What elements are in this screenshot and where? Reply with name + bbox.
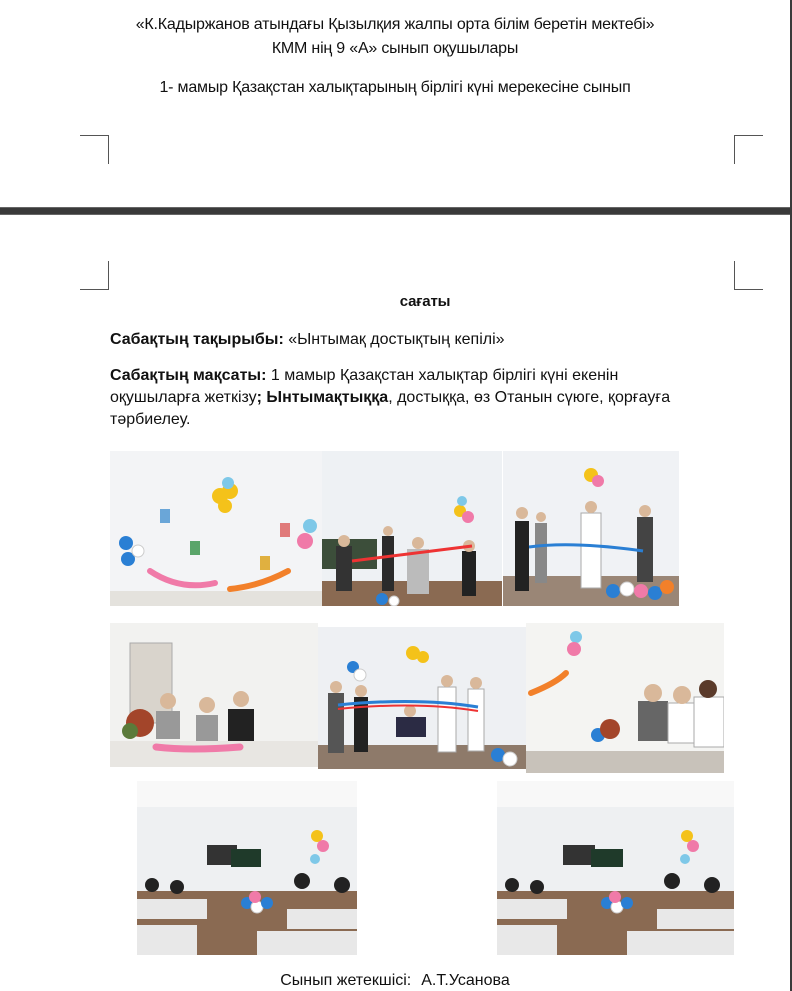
document-page-2 <box>0 214 790 991</box>
photo-ribbon-game <box>318 627 526 769</box>
header-class: КММ нің 9 «А» сынып оқушылары <box>271 40 519 57</box>
goal-value-bold: ; Ынтымақтыққа <box>256 389 389 406</box>
margin-corner-right <box>734 135 763 164</box>
signature-label: Сынып жетекшісі: <box>280 972 412 989</box>
title-continuation: сағаты <box>399 293 451 310</box>
photo-students-ribbon-2 <box>503 451 679 606</box>
photo-students-ribbon-1 <box>322 451 502 606</box>
topic-value: «Ынтымақ достықтың кепілі» <box>283 331 505 348</box>
photo-students-desk <box>110 623 318 767</box>
document-page-1 <box>0 0 790 208</box>
photo-classroom-2 <box>497 781 734 955</box>
signature-line <box>0 972 790 990</box>
photo-decorated-wall <box>110 451 322 606</box>
goal-label: Сабақтың мақсаты: <box>110 367 267 384</box>
goal-value-1: 1 мамыр Қазақстан халықтар бірлігі күні екенін оқушыларға жеткізу <box>110 367 619 406</box>
margin-corner-left <box>80 261 109 290</box>
margin-corner-right <box>734 261 763 290</box>
header-school-name: «К.Кадыржанов атындағы Қызылқия жалпы орта білім беретін мектебі» <box>135 16 655 33</box>
photo-classroom-1 <box>137 781 357 955</box>
goal-value-2: , достыққа, өз Отанын сүюге, қорғауға тәрбиелеу. <box>110 389 671 428</box>
lesson-topic <box>110 329 700 351</box>
topic-label: Сабақтың тақырыбы: <box>110 331 284 348</box>
photo-boys-table <box>526 623 724 773</box>
margin-corner-left <box>80 135 109 164</box>
header-event-title: 1- мамыр Қазақстан халықтарының бірлігі күні мерекесіне сынып <box>159 79 631 96</box>
signature-name: А.Т.Усанова <box>421 972 510 989</box>
lesson-goal <box>110 365 700 431</box>
